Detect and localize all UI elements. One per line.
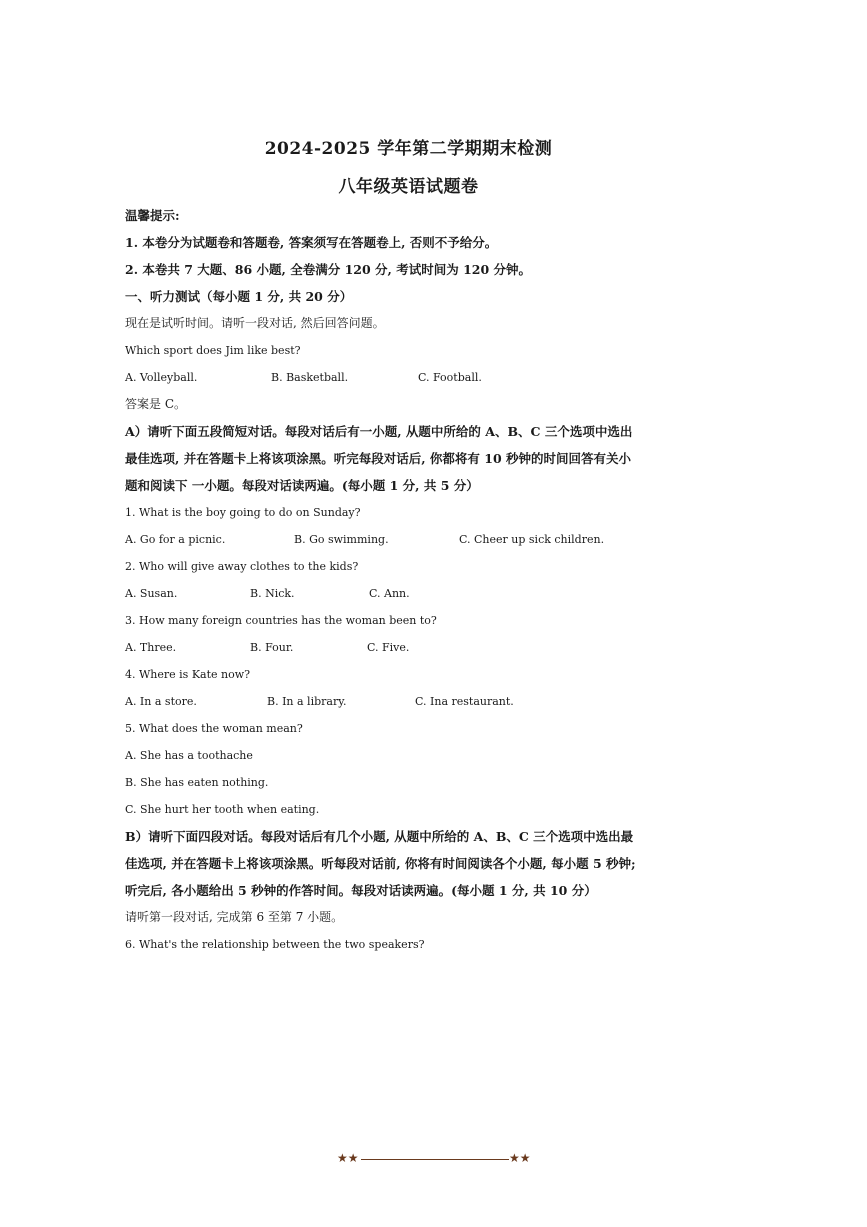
question-3: 3. How many foreign countries has the woman been to? — [125, 614, 437, 627]
question-3-options — [125, 634, 695, 661]
note-2: 2. 本卷共 7 大题、86 小题, 全卷满分 120 分, 考试时间为 120 分钟。 — [125, 262, 532, 277]
question-5-option-b: B. She has eaten nothing. — [125, 776, 269, 789]
option-b: B. Go swimming. — [294, 533, 389, 546]
part-a-instruction-1: A）请听下面五段简短对话。每段对话后有一小题, 从题中所给的 A、B、C 三个选项中选出 — [125, 424, 633, 439]
trial-option-a: A. Volleyball. — [125, 371, 198, 384]
footer-divider — [361, 1159, 509, 1160]
section-1-heading: 一、听力测试（每小题 1 分, 共 20 分） — [125, 289, 353, 304]
part-b-instruction-2: 佳选项, 并在答题卡上将该项涂黑。听每段对话前, 你将有时间阅读各个小题, 每小题 5 秒钟; — [125, 856, 636, 871]
question-4-options — [125, 688, 695, 715]
option-b: B. Four. — [250, 641, 294, 654]
option-b: B. In a library. — [267, 695, 347, 708]
option-c: C. Ann. — [369, 587, 410, 600]
exam-content — [125, 202, 695, 958]
question-1-options — [125, 526, 695, 553]
trial-option-c: C. Football. — [418, 371, 482, 384]
trial-question: Which sport does Jim like best? — [125, 344, 301, 357]
question-5: 5. What does the woman mean? — [125, 722, 303, 735]
trial-option-b: B. Basketball. — [271, 371, 349, 384]
part-a-instruction-2: 最佳选项, 并在答题卡上将该项涂黑。听完每段对话后, 你都将有 10 秒钟的时间回答有关小 — [125, 451, 632, 466]
question-1: 1. What is the boy going to do on Sunday? — [125, 506, 361, 519]
part-b-intro: 请听第一段对话, 完成第 6 至第 7 小题。 — [125, 910, 344, 924]
star-icon: ★★ — [337, 1151, 359, 1165]
option-a: A. Three. — [125, 641, 177, 654]
option-b: B. Nick. — [250, 587, 295, 600]
trial-answer: 答案是 C。 — [125, 397, 186, 411]
star-icon: ★★ — [509, 1151, 531, 1165]
trial-options — [125, 364, 695, 391]
part-b-instruction-3: 听完后, 各小题给出 5 秒钟的作答时间。每段对话读两遍。(每小题 1 分, 共 10 分） — [125, 883, 597, 898]
question-5-option-c: C. She hurt her tooth when eating. — [125, 803, 320, 816]
question-2-options — [125, 580, 695, 607]
question-5-option-a: A. She has a toothache — [125, 749, 253, 762]
option-c: C. Five. — [367, 641, 410, 654]
option-c: C. Ina restaurant. — [415, 695, 514, 708]
question-6: 6. What's the relationship between the two speakers? — [125, 938, 425, 951]
page-footer-ornament — [337, 1153, 532, 1167]
exam-title: 2024-2025 学年第二学期期末检测 — [264, 139, 553, 159]
question-4: 4. Where is Kate now? — [125, 668, 251, 681]
note-1: 1. 本卷分为试题卷和答题卷, 答案须写在答题卷上, 否则不予给分。 — [125, 235, 498, 250]
trial-intro: 现在是试听时间。请听一段对话, 然后回答问题。 — [125, 316, 385, 330]
option-a: A. In a store. — [125, 695, 197, 708]
option-a: A. Susan. — [125, 587, 178, 600]
part-a-instruction-3: 题和阅读下 一小题。每段对话读两遍。(每小题 1 分, 共 5 分） — [125, 478, 479, 493]
question-2: 2. Who will give away clothes to the kids? — [125, 560, 359, 573]
notes-heading: 温馨提示: — [125, 208, 180, 223]
option-c: C. Cheer up sick children. — [459, 533, 605, 546]
part-b-instruction-1: B）请听下面四段对话。每段对话后有几个小题, 从题中所给的 A、B、C 三个选项中选出最 — [125, 829, 634, 844]
exam-subtitle: 八年级英语试题卷 — [338, 177, 479, 197]
option-a: A. Go for a picnic. — [125, 533, 226, 546]
